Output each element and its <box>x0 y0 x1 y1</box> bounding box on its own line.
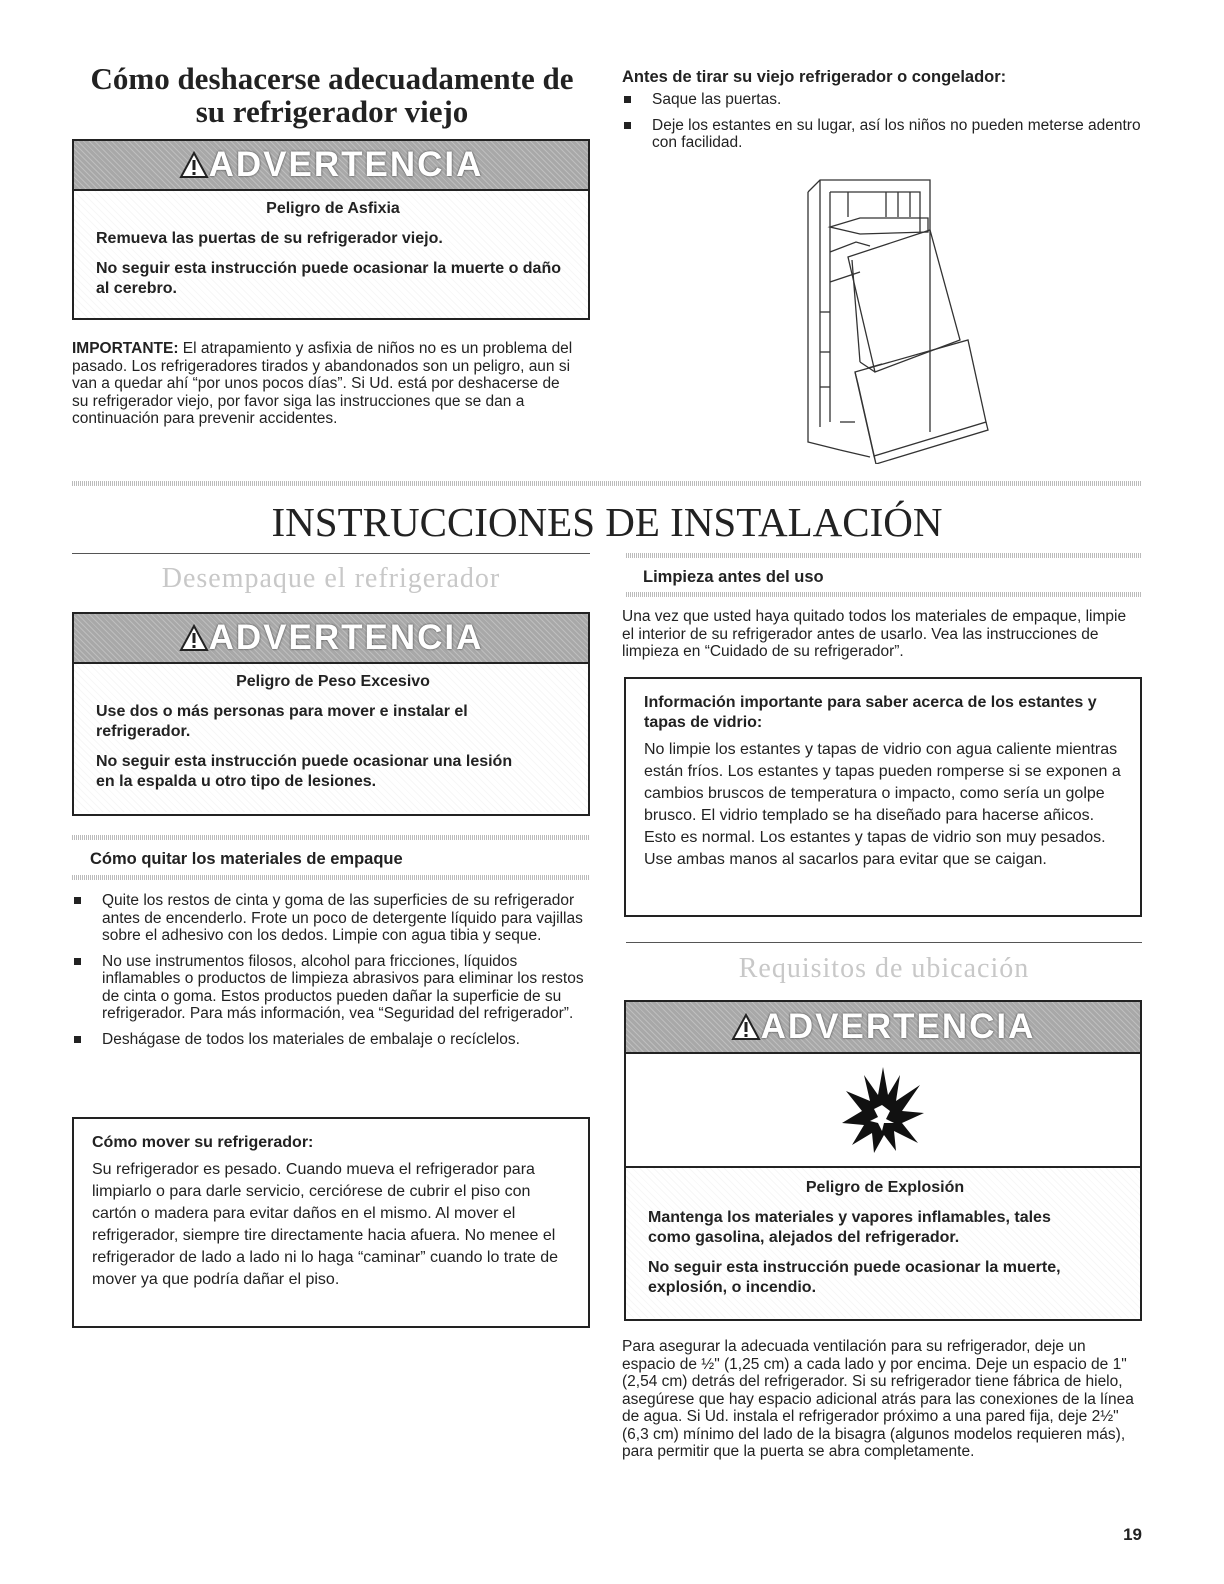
hazard-name: Peligro de Explosión <box>805 1179 965 1196</box>
divider <box>626 553 1142 558</box>
hazard-name: Peligro de Asfixia <box>266 200 400 217</box>
important-paragraph <box>72 340 577 428</box>
warning-body <box>626 1166 1140 1318</box>
moving-fridge-box <box>72 1117 590 1328</box>
divider <box>72 481 1142 486</box>
cleaning-heading: Limpieza antes del uso <box>643 568 824 586</box>
glass-shelves-box <box>624 677 1142 917</box>
disposal-title: Cómo deshacerse adecuadamente de su refrigerador viejo <box>90 61 574 129</box>
page-number: 19 <box>1123 1525 1142 1544</box>
section-title-location: Requisitos de ubicación <box>738 953 1030 984</box>
divider <box>72 835 590 840</box>
glass-shelves-text: No limpie los estantes y tapas de vidrio con agua caliente mientras están fríos. Los estantes y tapas pueden romperse si se exponen a cambios bruscos de temperatura o impacto, como sería un golpe brusco. El vidrio templado se ha diseñado para hacerse añicos. Esto es normal. Los estantes y tapas de vidrio son muy pesados. Use ambas manos al sacarlos para evitar que se caigan. <box>644 741 1121 868</box>
list-item: Deje los estantes en su lugar, así los niños no pueden meterse adentro con facilidad. <box>622 117 1142 152</box>
glass-shelves-heading: Información importante para saber acerca de los estantes y tapas de vidrio: <box>644 694 1097 731</box>
warning-body <box>74 189 588 319</box>
list-item: No use instrumentos filosos, alcohol para fricciones, líquidos inflamables o productos de limpieza abrasivos para eliminar los restos de cinta o goma. Estos productos pueden dañar la superficie de su refrigerador. Para más información, vea “Seguridad del refrigerador”. <box>72 953 584 1023</box>
warning-consequence: No seguir esta instrucción puede ocasionar la muerte, explosión, o incendio. <box>648 1259 1061 1296</box>
warning-triangle-icon <box>179 624 209 652</box>
warning-consequence: No seguir esta instrucción puede ocasionar una lesión en la espalda u otro tipo de lesiones. <box>96 753 513 790</box>
divider <box>72 553 590 554</box>
list-item: Deshágase de todos los materiales de embalaje o recíclelos. <box>72 1031 584 1049</box>
location-text: Para asegurar la adecuada ventilación para su refrigerador, deje un espacio de ½" (1,25 cm) a cada lado y por encima. Deje un espacio de 1" (2,54 cm) detrás del refrigerador. Si su refrigerador tiene fábrica de hielo, asegúrese que hay espacio adicional atrás para las conexiones de la línea de agua. Si Ud. instala el refrigerador próximo a una pared fija, deje 2½" (6,3 cm) mínimo del lado de la bisagra (algunos modelos requieren más), para permitir que la puerta se abra completamente. <box>622 1338 1134 1460</box>
warning-triangle-icon <box>179 151 209 179</box>
explosion-icon-area <box>626 1052 1140 1166</box>
asphyxia-warning-box <box>72 139 590 320</box>
list-item: Quite los restos de cinta y goma de las superficies de su refrigerador antes de encenderlo. Frote un poco de detergente líquido para vajillas sobre el adhesivo con los dedos. Limpie con agua tibia y seque. <box>72 892 584 945</box>
warning-body <box>74 662 588 812</box>
divider <box>626 592 1142 597</box>
explosion-icon <box>838 1065 928 1155</box>
hazard-name: Peligro de Peso Excesivo <box>236 673 430 690</box>
warning-instruction: Mantenga los materiales y vapores inflamables, tales como gasolina, alejados del refrigerador. <box>648 1209 1051 1246</box>
main-title: INSTRUCCIONES DE INSTALACIÓN <box>271 499 943 545</box>
warning-label: ADVERTENCIA <box>208 618 484 657</box>
warning-instruction: Use dos o más personas para mover e instalar el refrigerador. <box>96 703 468 740</box>
before-discard-list <box>622 91 1142 152</box>
warning-header <box>626 1002 1140 1052</box>
moving-fridge-heading: Cómo mover su refrigerador: <box>92 1134 314 1151</box>
remove-packing-heading: Cómo quitar los materiales de empaque <box>90 850 403 868</box>
warning-consequence: No seguir esta instrucción puede ocasionar la muerte o daño al cerebro. <box>96 260 561 297</box>
before-discard-heading: Antes de tirar su viejo refrigerador o congelador: <box>622 68 1007 86</box>
warning-header <box>74 614 588 662</box>
remove-packing-list <box>72 892 584 1056</box>
warning-triangle-icon <box>731 1013 761 1041</box>
warning-label: ADVERTENCIA <box>760 1007 1036 1046</box>
warning-instruction: Remueva las puertas de su refrigerador viejo. <box>96 230 443 247</box>
explosion-warning-box <box>624 1000 1142 1321</box>
before-discard-section <box>622 68 1142 160</box>
moving-fridge-text: Su refrigerador es pesado. Cuando mueva el refrigerador para limpiarlo o para darle servicio, cerciórese de cubrir el piso con cartón o madera para evitar daños en el mismo. Al mover el refrigerador, siempre tire directamente hacia afuera. No menee el refrigerador de lado a lado ni lo haga “caminar” cuando lo trate de mover ya que podría dañar el piso. <box>92 1161 559 1288</box>
warning-label: ADVERTENCIA <box>208 145 484 184</box>
section-title-unpack: Desempaque el refrigerador <box>161 563 501 594</box>
divider <box>72 875 590 880</box>
list-item: Saque las puertas. <box>622 91 1142 109</box>
divider <box>626 942 1142 943</box>
important-text: El atrapamiento y asfixia de niños no es un problema del pasado. Los refrigeradores tirados y abandonados son un peligro, aun si van a quedar ahí “por unos pocos días”. Si Ud. está por deshacerse de su refrigerador viejo, por favor siga las instrucciones que se dan a continuación para prevenir accidentes. <box>72 340 573 427</box>
warning-header <box>74 141 588 189</box>
weight-warning-box <box>72 612 590 816</box>
refrigerator-illustration <box>800 172 995 464</box>
important-label: IMPORTANTE: <box>72 340 179 357</box>
cleaning-text: Una vez que usted haya quitado todos los materiales de empaque, limpie el interior de su refrigerador antes de usarlo. Vea las instrucciones de limpieza en “Cuidado de su refrigerador”. <box>622 608 1127 660</box>
